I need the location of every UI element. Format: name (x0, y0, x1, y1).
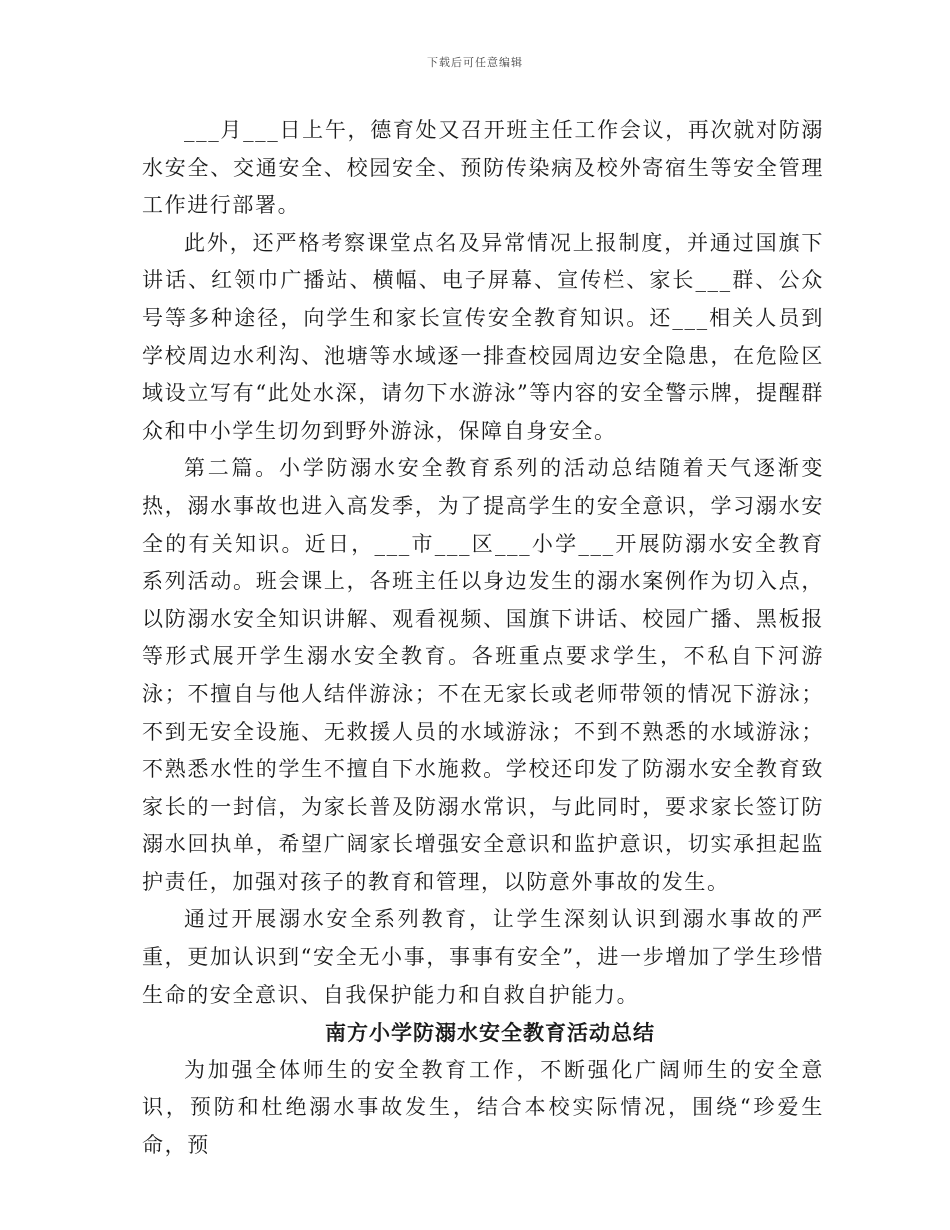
section-title: 南方小学防溺水安全教育活动总结 (325, 1020, 655, 1046)
paragraph-second-article: 第二篇。小学防溺水安全教育系列的活动总结随着天气逐渐变热，溺水事故也进入高发季，为了提高学生的安全意识，学习溺水安全的有关知识。近日，___市___区___小学___开展防溺水安全教育系列活动。班会课上，各班主任以身边发生的溺水案例作为切入点，以防溺水安全知识讲解、观看视频、国旗下讲话、校园广播、黑板报等形式展开学生溺水安全教育。各班重点要求学生，不私自下河游泳；不擅自与他人结伴游泳；不在无家长或老师带领的情况下游泳；不到无安全设施、无救援人员的水域游泳；不到不熟悉的水域游泳；不熟悉水性的学生不擅自下水施救。学校还印发了防溺水安全教育致家长的一封信，为家长普及防溺水常识，与此同时，要求家长签订防溺水回执单，希望广阔家长增强安全意识和监护意识，切实承担起监护责任，加强对孩子的教育和管理，以防意外事故的发生。 (142, 456, 824, 894)
paragraph-section-intro: 为加强全体师生的安全教育工作，不断强化广阔师生的安全意识，预防和杜绝溺水事故发生，结合本校实际情况，围绕“珍爱生命，预 (142, 1057, 824, 1158)
page-header-note: 下载后可任意编辑 (427, 56, 523, 69)
document-body (142, 112, 824, 1165)
paragraph-meeting: ___月___日上午，德育处又召开班主任工作会议，再次就对防溺水安全、交通安全、校园安全、预防传染病及校外寄宿生等安全管理工作进行部署。 (142, 118, 824, 218)
paragraph-conclusion: 通过开展溺水安全系列教育，让学生深刻认识到溺水事故的严重，更加认识到“安全无小事，事事有安全”，进一步增加了学生珍惜生命的安全意识、自我保护能力和自救自护能力。 (142, 907, 824, 1007)
paragraph-publicity: 此外，还严格考察课堂点名及异常情况上报制度，并通过国旗下讲话、红领巾广播站、横幅、电子屏幕、宣传栏、家长___群、公众号等多种途径，向学生和家长宣传安全教育知识。还___相关人员到学校周边水利沟、池塘等水域逐一排查校园周边安全隐患，在危险区域设立写有“此处水深，请勿下水游泳”等内容的安全警示牌，提醒群众和中小学生切勿到野外游泳，保障自身安全。 (142, 230, 824, 443)
